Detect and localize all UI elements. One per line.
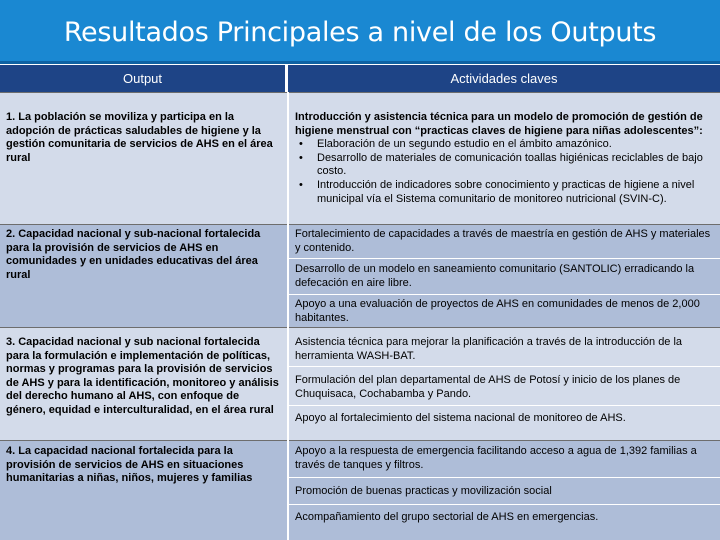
header-actividades: Actividades claves — [288, 65, 720, 92]
row-divider — [0, 224, 720, 225]
output-cell-2: 2. Capacidad nacional y sub-nacional fortalecida para la provisión de servicios de AHS en comunidades y en unidades educativas del área rural — [0, 225, 287, 327]
column-divider — [287, 92, 289, 540]
bullet-item: • Elaboración de un segundo estudio en el ámbito amazónico. — [295, 138, 714, 152]
cell-divider — [289, 366, 720, 367]
activity-intro: Introducción y asistencia técnica para un modelo de promoción de gestión de higiene menstrual con “practicas claves de higiene para niñas adolescentes”: — [295, 111, 703, 137]
activity-cell-3-3: Apoyo al fortalecimiento del sistema nacional de monitoreo de AHS. — [289, 406, 720, 440]
cell-divider — [289, 405, 720, 406]
activity-cell-2-2: Desarrollo de un modelo en saneamiento comunitario (SANTOLIC) erradicando la defecación en aire libre. — [289, 259, 720, 294]
row-divider — [0, 327, 720, 328]
output-cell-4: 4. La capacidad nacional fortalecida para la provisión de servicios de AHS en situaciones humanitarias a niñas, niños, mujeres y familias — [0, 441, 287, 540]
output-cell-3: 3. Capacidad nacional y sub nacional fortalecida para la formulación e implementación de políticas, normas y programas para la provisión de servicios de AHS y para la identificación, monitoreo y análisis del derecho humano al AHS, con enfoque de género, equidad e interculturalidad, en el área rural — [0, 328, 287, 440]
cell-divider — [289, 294, 720, 295]
activity-bullet-list — [295, 138, 714, 206]
activity-cell-1-1 — [289, 93, 720, 224]
activity-cell-4-3: Acompañamiento del grupo sectorial de AHS en emergencias. — [289, 505, 720, 540]
activity-cell-2-3: Apoyo a una evaluación de proyectos de AHS en comunidades de menos de 2,000 habitantes. — [289, 295, 720, 327]
row-divider — [0, 440, 720, 441]
activity-cell-4-2: Promoción de buenas practicas y movilización social — [289, 478, 720, 504]
bullet-item: • Introducción de indicadores sobre conocimiento y practicas de higiene a nivel municipal vía el Sistema comunitario de monitoreo nutricional (SVIN-C). — [295, 179, 714, 206]
bullet-item: • Desarrollo de materiales de comunicación toallas higiénicas reciclables de bajo costo. — [295, 152, 714, 179]
activity-cell-4-1: Apoyo a la respuesta de emergencia facilitando acceso a agua de 1,392 familias a través de tanques y filtros. — [289, 441, 720, 477]
cell-divider — [289, 258, 720, 259]
activity-cell-3-1: Asistencia técnica para mejorar la planificación a través de la introducción de la herramienta WASH-BAT. — [289, 328, 720, 366]
output-cell-1: 1. La población se moviliza y participa en la adopción de prácticas saludables de higiene y la gestión comunitaria de servicios de AHS en el área rural — [0, 93, 287, 224]
cell-divider — [289, 504, 720, 505]
slide-title: Resultados Principales a nivel de los Outputs — [0, 0, 720, 64]
row-divider — [0, 92, 720, 93]
activity-cell-2-1: Fortalecimiento de capacidades a través de maestría en gestión de AHS y materiales y contenido. — [289, 225, 720, 258]
cell-divider — [289, 477, 720, 478]
header-output: Output — [0, 65, 287, 92]
activity-cell-3-2: Formulación del plan departamental de AHS de Potosí y inicio de los planes de Chuquisaca, Cochabamba y Pando. — [289, 367, 720, 405]
